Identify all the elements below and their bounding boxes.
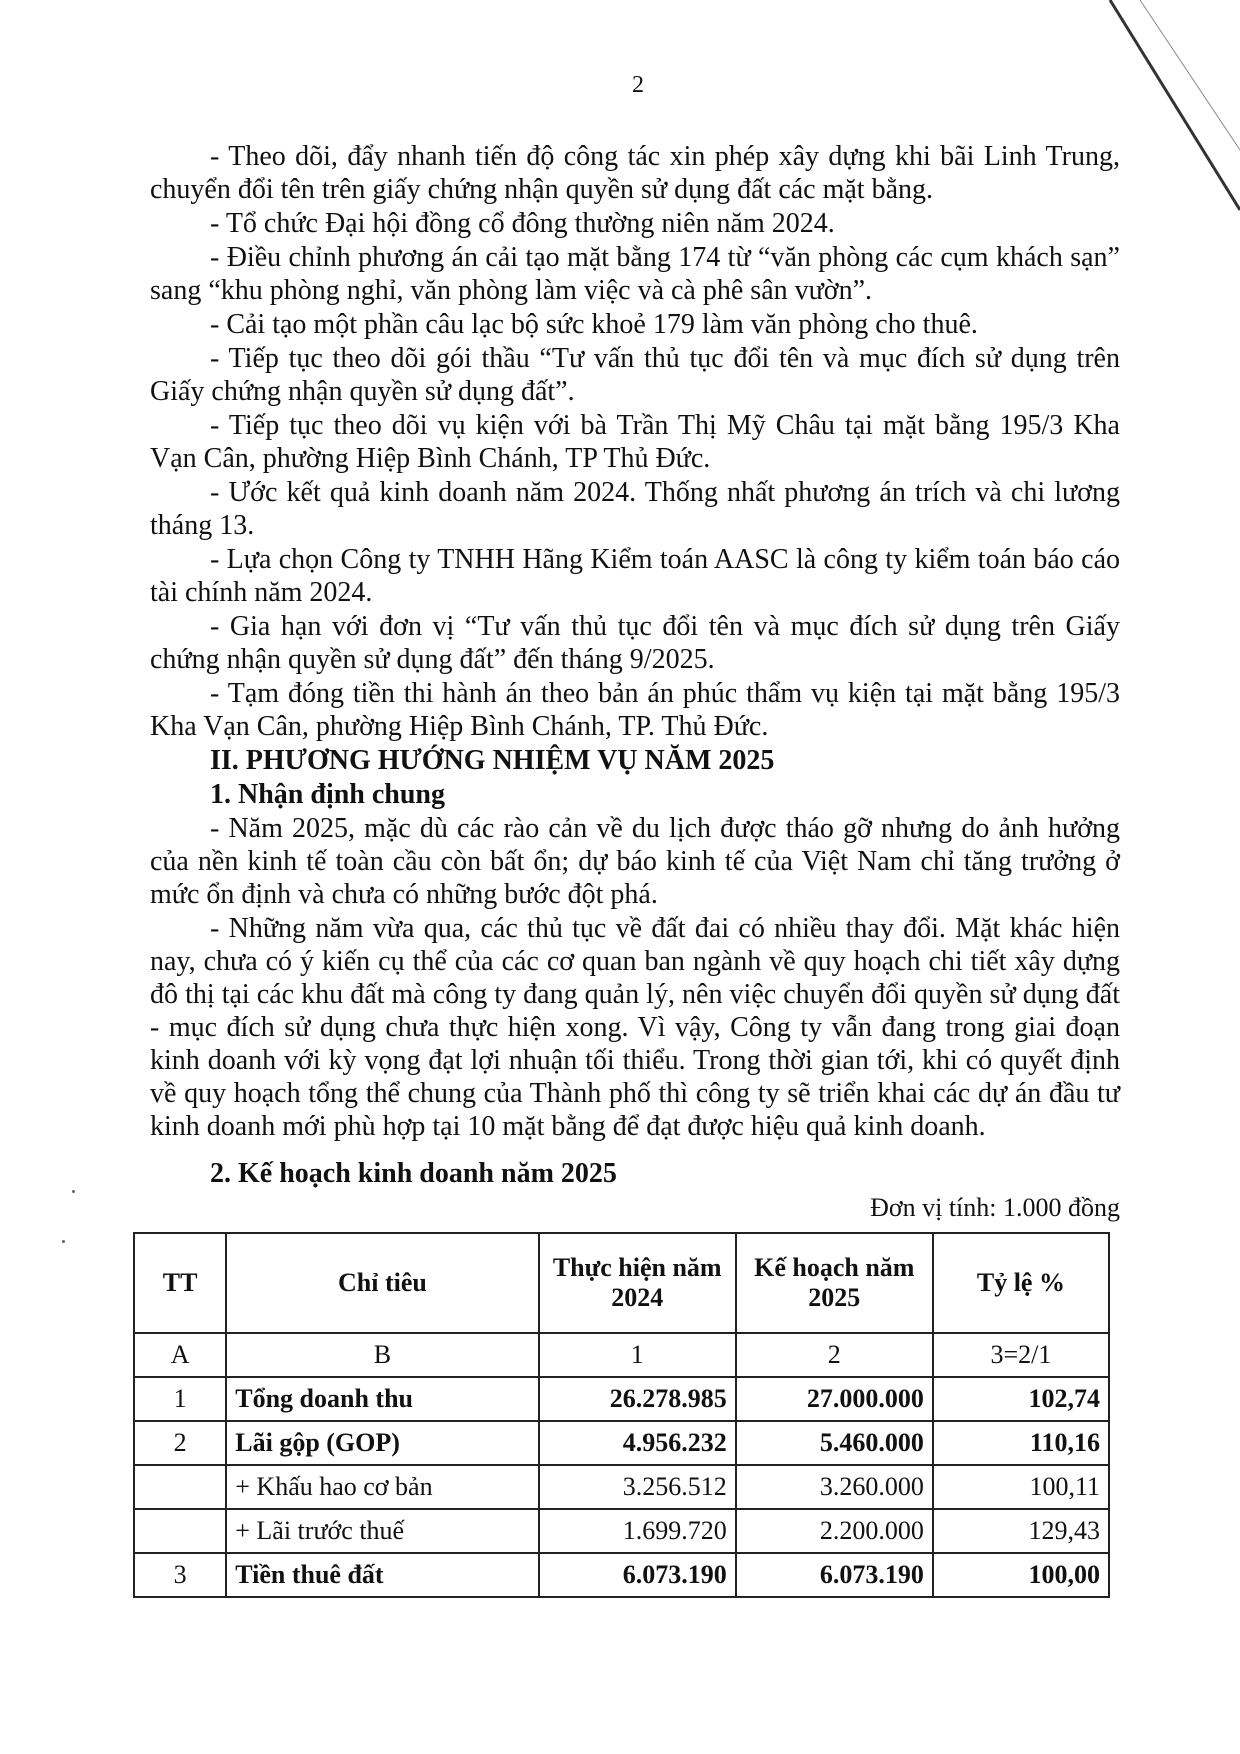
table-row <box>134 1465 1109 1509</box>
business-plan-table <box>133 1232 1110 1598</box>
table-cell: 110,16 <box>933 1421 1109 1465</box>
table-cell: 1 <box>539 1333 736 1377</box>
table-cell: 27.000.000 <box>736 1377 933 1421</box>
table-cell <box>134 1509 226 1553</box>
table-cell: 2.200.000 <box>736 1509 933 1553</box>
header-tt: TT <box>134 1233 226 1333</box>
paragraph: - Ước kết quả kinh doanh năm 2024. Thống nhất phương án trích và chi lương tháng 13. <box>150 477 1120 541</box>
table-cell: 2 <box>134 1421 226 1465</box>
table-cell <box>134 1465 226 1509</box>
paragraph: - Lựa chọn Công ty TNHH Hãng Kiểm toán AASC là công ty kiểm toán báo cáo tài chính năm 2024. <box>150 544 1120 608</box>
table-cell: 3.260.000 <box>736 1465 933 1509</box>
table-cell: 4.956.232 <box>539 1421 736 1465</box>
subheading-business-plan: 2. Kế hoạch kinh doanh năm 2025 <box>210 1158 617 1189</box>
table-cell: 3=2/1 <box>933 1333 1109 1377</box>
paragraph: - Điều chỉnh phương án cải tạo mặt bằng 174 từ “văn phòng các cụm khách sạn” sang “khu phòng nghỉ, văn phòng làm việc và cà phê sân vườn”. <box>150 242 1120 306</box>
table-cell: 6.073.190 <box>539 1553 736 1597</box>
paragraph: - Tạm đóng tiền thi hành án theo bản án phúc thẩm vụ kiện tại mặt bằng 195/3 Kha Vạn Cân, phường Hiệp Bình Chánh, TP. Thủ Đức. <box>150 678 1120 742</box>
subheading-general: 1. Nhận định chung <box>210 779 446 810</box>
document-body <box>150 140 1120 1225</box>
table-row <box>134 1377 1109 1421</box>
table-cell: Tổng doanh thu <box>226 1377 538 1421</box>
table-cell: 6.073.190 <box>736 1553 933 1597</box>
paragraph: - Tiếp tục theo dõi vụ kiện với bà Trần Thị Mỹ Châu tại mặt bằng 195/3 Kha Vạn Cân, phường Hiệp Bình Chánh, TP Thủ Đức. <box>150 410 1120 474</box>
table-header-row <box>134 1233 1109 1333</box>
table-row <box>134 1421 1109 1465</box>
table-cell: 129,43 <box>933 1509 1109 1553</box>
table-cell: Tiền thuê đất <box>226 1553 538 1597</box>
table-cell: + Lãi trước thuế <box>226 1509 538 1553</box>
paragraph: - Những năm vừa qua, các thủ tục về đất đai có nhiều thay đổi. Mặt khác hiện nay, chưa có ý kiến cụ thể của các cơ quan ban ngành về quy hoạch chi tiết xây dựng đô thị tại các khu đất mà công ty đang quản lý, nên việc chuyển đổi quyền sử dụng đất - mục đích sử dụng chưa thực hiện xong. Vì vậy, Công ty vẫn đang trong giai đoạn kinh doanh với kỳ vọng đạt lợi nhuận tối thiểu. Trong thời gian tới, khi có quyết định về quy hoạch tổng thể chung của Thành phố thì công ty sẽ triển khai các dự án đầu tư kinh doanh mới phù hợp tại 10 mặt bằng để đạt được hiệu quả kinh doanh. <box>150 913 1120 1142</box>
scan-speck <box>62 1240 65 1243</box>
paragraph: - Gia hạn với đơn vị “Tư vấn thủ tục đổi tên và mục đích sử dụng trên Giấy chứng nhận quyền sử dụng đất” đến tháng 9/2025. <box>150 611 1120 675</box>
paragraph: - Theo dõi, đẩy nhanh tiến độ công tác xin phép xây dựng khi bãi Linh Trung, chuyển đổi tên trên giấy chứng nhận quyền sử dụng đất các mặt bằng. <box>150 141 1120 205</box>
table-cell: Lãi gộp (GOP) <box>226 1421 538 1465</box>
header-actual-2024: Thực hiện năm 2024 <box>539 1233 736 1333</box>
table-cell: 3 <box>134 1553 226 1597</box>
table-row <box>134 1509 1109 1553</box>
header-plan-2025: Kế hoạch năm 2025 <box>736 1233 933 1333</box>
section-heading: II. PHƯƠNG HƯỚNG NHIỆM VỤ NĂM 2025 <box>210 745 775 776</box>
paragraph: - Tổ chức Đại hội đồng cổ đông thường niên năm 2024. <box>210 208 835 239</box>
table-row <box>134 1553 1109 1597</box>
header-ratio: Tỷ lệ % <box>933 1233 1109 1333</box>
table-cell: 1.699.720 <box>539 1509 736 1553</box>
paragraph: - Tiếp tục theo dõi gói thầu “Tư vấn thủ tục đổi tên và mục đích sử dụng trên Giấy chứng nhận quyền sử dụng đất”. <box>150 343 1120 407</box>
paragraph: - Cải tạo một phần câu lạc bộ sức khoẻ 179 làm văn phòng cho thuê. <box>210 309 978 340</box>
table-cell: 1 <box>134 1377 226 1421</box>
scan-speck <box>72 1190 75 1193</box>
table-cell: + Khấu hao cơ bản <box>226 1465 538 1509</box>
table-cell: 3.256.512 <box>539 1465 736 1509</box>
table-cell: 100,11 <box>933 1465 1109 1509</box>
table-cell: 2 <box>736 1333 933 1377</box>
unit-note: Đơn vị tính: 1.000 đồng <box>870 1193 1120 1222</box>
header-indicator: Chỉ tiêu <box>226 1233 538 1333</box>
table-cell: B <box>226 1333 538 1377</box>
table-index-row <box>134 1333 1109 1377</box>
page-number: 2 <box>632 72 644 98</box>
table-cell: A <box>134 1333 226 1377</box>
table-cell: 100,00 <box>933 1553 1109 1597</box>
paragraph: - Năm 2025, mặc dù các rào cản về du lịch được tháo gỡ nhưng do ảnh hưởng của nền kinh tế toàn cầu còn bất ổn; dự báo kinh tế của Việt Nam chỉ tăng trưởng ở mức ổn định và chưa có những bước đột phá. <box>150 813 1120 910</box>
table-cell: 102,74 <box>933 1377 1109 1421</box>
table-cell: 5.460.000 <box>736 1421 933 1465</box>
table-cell: 26.278.985 <box>539 1377 736 1421</box>
